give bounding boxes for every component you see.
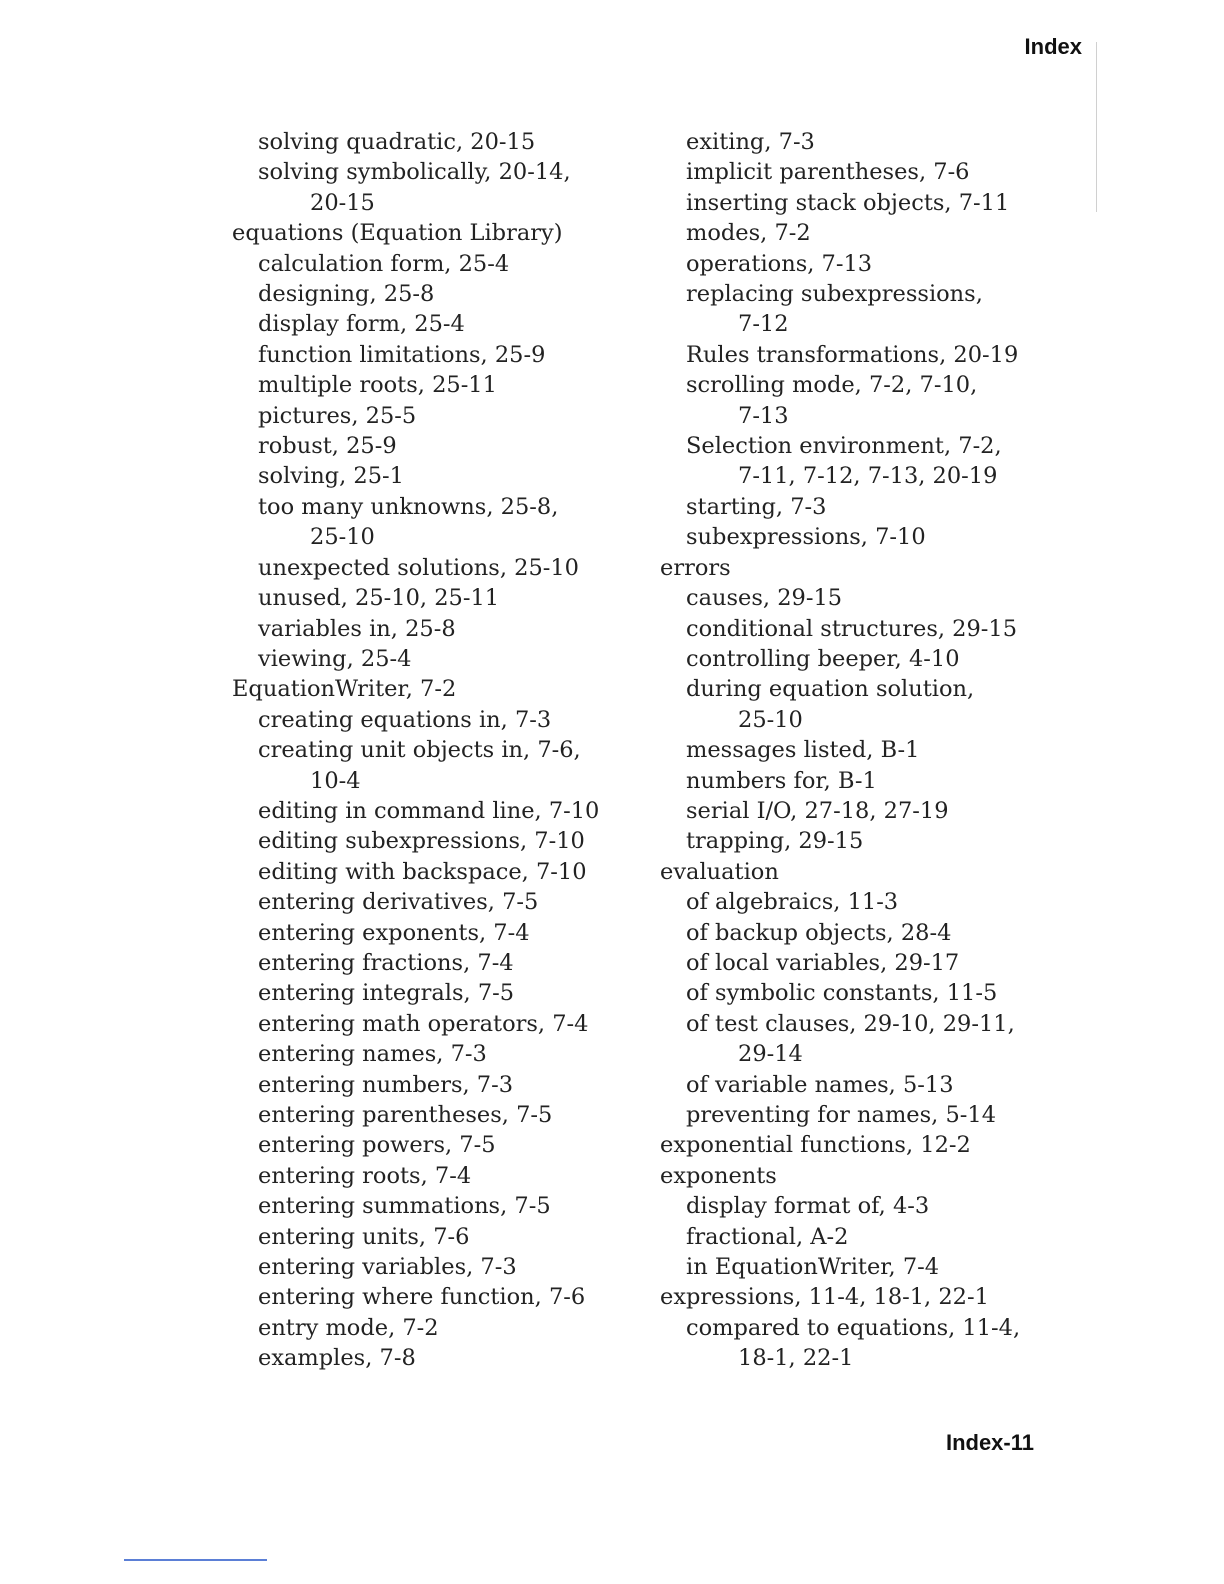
index-sub-entry: of symbolic constants, 11-5 <box>686 980 998 1007</box>
index-sub-entry: entering derivatives, 7-5 <box>258 889 539 916</box>
page-number: Index-11 <box>945 1430 1034 1455</box>
index-continuation: 7-13 <box>738 402 789 429</box>
index-sub-entry: entering summations, 7-5 <box>258 1193 551 1220</box>
index-continuation: 7-11, 7-12, 7-13, 20-19 <box>738 463 998 490</box>
index-sub-entry: display format of, 4-3 <box>686 1193 930 1220</box>
index-sub-entry: display form, 25-4 <box>258 311 465 338</box>
index-sub-entry: creating equations in, 7-3 <box>258 706 552 733</box>
index-sub-entry: entering names, 7-3 <box>258 1041 487 1068</box>
index-main-entry: expressions, 11-4, 18-1, 22-1 <box>660 1284 989 1311</box>
index-sub-entry: starting, 7-3 <box>686 493 827 520</box>
index-sub-entry: serial I/O, 27-18, 27-19 <box>686 797 949 824</box>
index-sub-entry: entering integrals, 7-5 <box>258 980 515 1007</box>
index-continuation: 25-10 <box>738 706 803 733</box>
index-main-entry: errors <box>660 554 731 581</box>
index-sub-entry: pictures, 25-5 <box>258 402 417 429</box>
index-sub-entry: numbers for, B-1 <box>686 767 877 794</box>
index-sub-entry: messages listed, B-1 <box>686 737 920 764</box>
index-sub-entry: designing, 25-8 <box>258 281 435 308</box>
index-sub-entry: of backup objects, 28-4 <box>686 919 952 946</box>
index-main-entry: EquationWriter, 7-2 <box>232 676 457 703</box>
index-sub-entry: modes, 7-2 <box>686 220 811 247</box>
index-main-entry: equations (Equation Library) <box>232 220 563 247</box>
index-sub-entry: solving quadratic, 20-15 <box>258 129 536 155</box>
index-sub-entry: scrolling mode, 7-2, 7-10, <box>686 372 978 399</box>
index-continuation: 25-10 <box>310 524 375 551</box>
index-sub-entry: entering math operators, 7-4 <box>258 1010 589 1037</box>
index-sub-entry: trapping, 29-15 <box>686 828 864 855</box>
index-sub-entry: robust, 25-9 <box>258 433 397 460</box>
index-main-entry: exponents <box>660 1162 777 1189</box>
index-sub-entry: entry mode, 7-2 <box>258 1314 439 1341</box>
index-sub-entry: solving, 25-1 <box>258 463 404 490</box>
index-sub-entry: unused, 25-10, 25-11 <box>258 585 500 612</box>
index-sub-entry: editing in command line, 7-10 <box>258 797 600 824</box>
index-sub-entry: of variable names, 5-13 <box>686 1071 954 1098</box>
index-continuation: 7-12 <box>738 311 789 338</box>
index-sub-entry: operations, 7-13 <box>686 250 873 277</box>
page-edge-mark <box>1096 42 1097 212</box>
index-sub-entry: solving symbolically, 20-14, <box>258 159 571 186</box>
index-sub-entry: unexpected solutions, 25-10 <box>258 554 579 581</box>
index-sub-entry: entering variables, 7-3 <box>258 1254 517 1281</box>
index-column-right <box>660 127 1060 1374</box>
index-sub-entry: editing subexpressions, 7-10 <box>258 828 585 855</box>
index-sub-entry: multiple roots, 25-11 <box>258 372 497 399</box>
index-sub-entry: fractional, A-2 <box>686 1223 849 1250</box>
index-column-left <box>232 127 632 1374</box>
index-continuation: 29-14 <box>738 1041 803 1068</box>
index-sub-entry: Rules transformations, 20-19 <box>686 341 1019 368</box>
index-sub-entry: causes, 29-15 <box>686 585 843 612</box>
index-sub-entry: controlling beeper, 4-10 <box>686 645 960 672</box>
index-sub-entry: too many unknowns, 25-8, <box>258 493 559 520</box>
index-sub-entry: creating unit objects in, 7-6, <box>258 737 581 764</box>
running-header: Index <box>1024 34 1082 59</box>
index-main-entry: evaluation <box>660 858 779 885</box>
index-sub-entry: subexpressions, 7-10 <box>686 524 926 551</box>
index-sub-entry: conditional structures, 29-15 <box>686 615 1018 642</box>
index-sub-entry: entering numbers, 7-3 <box>258 1071 514 1098</box>
index-continuation: 10-4 <box>310 767 361 794</box>
index-sub-entry: exiting, 7-3 <box>686 129 815 155</box>
index-sub-entry: entering powers, 7-5 <box>258 1132 496 1159</box>
index-continuation: 20-15 <box>310 189 375 216</box>
index-sub-entry: of algebraics, 11-3 <box>686 889 899 916</box>
index-sub-entry: calculation form, 25-4 <box>258 250 510 277</box>
index-sub-entry: entering exponents, 7-4 <box>258 919 530 946</box>
index-sub-entry: compared to equations, 11-4, <box>686 1314 1021 1341</box>
index-sub-entry: of test clauses, 29-10, 29-11, <box>686 1010 1015 1037</box>
index-sub-entry: entering roots, 7-4 <box>258 1162 472 1189</box>
index-sub-entry: preventing for names, 5-14 <box>686 1102 997 1128</box>
index-sub-entry: inserting stack objects, 7-11 <box>686 189 1010 216</box>
index-sub-entry: function limitations, 25-9 <box>258 341 546 368</box>
index-sub-entry: entering fractions, 7-4 <box>258 949 514 976</box>
index-sub-entry: entering parentheses, 7-5 <box>258 1102 553 1128</box>
index-sub-entry: implicit parentheses, 7-6 <box>686 159 970 186</box>
index-sub-entry: of local variables, 29-17 <box>686 949 960 976</box>
index-sub-entry: Selection environment, 7-2, <box>686 433 1002 460</box>
index-sub-entry: viewing, 25-4 <box>258 645 412 672</box>
index-sub-entry: entering where function, 7-6 <box>258 1284 586 1311</box>
index-sub-entry: replacing subexpressions, <box>686 281 983 308</box>
index-sub-entry: entering units, 7-6 <box>258 1223 470 1250</box>
index-sub-entry: examples, 7-8 <box>258 1345 416 1372</box>
index-sub-entry: during equation solution, <box>686 676 975 703</box>
index-sub-entry: in EquationWriter, 7-4 <box>686 1254 940 1281</box>
bottom-rule <box>124 1559 267 1561</box>
index-main-entry: exponential functions, 12-2 <box>660 1132 971 1159</box>
index-sub-entry: editing with backspace, 7-10 <box>258 858 587 885</box>
index-sub-entry: variables in, 25-8 <box>258 615 456 642</box>
index-continuation: 18-1, 22-1 <box>738 1345 854 1372</box>
